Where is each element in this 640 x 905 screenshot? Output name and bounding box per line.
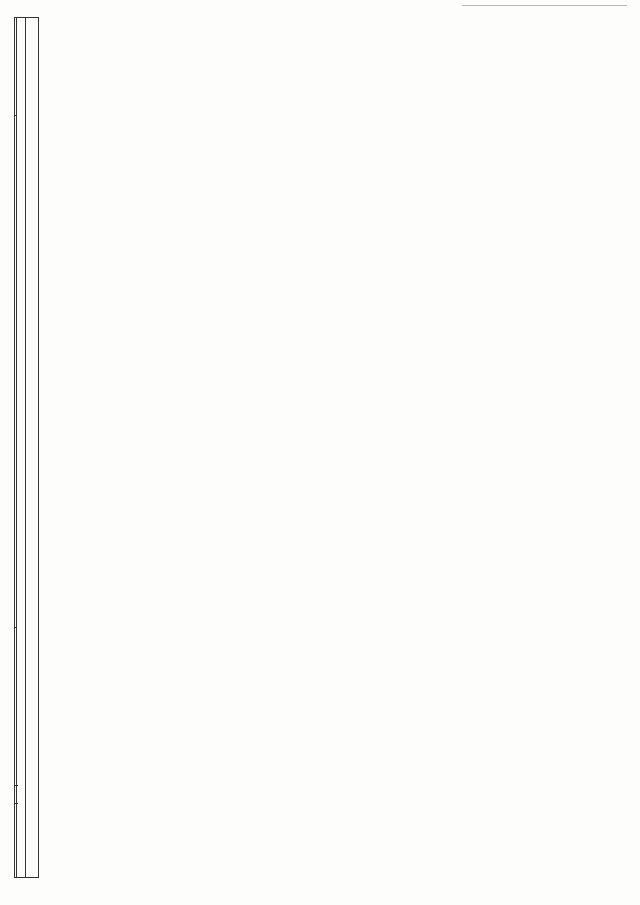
rotated-document-table <box>14 18 614 878</box>
subprogram-2-row <box>17 18 26 878</box>
goal-row <box>26 18 38 878</box>
top-edge-line <box>462 5 627 6</box>
subprogram-2-title <box>17 18 26 878</box>
program-table <box>14 17 39 878</box>
goal-text <box>26 18 38 878</box>
